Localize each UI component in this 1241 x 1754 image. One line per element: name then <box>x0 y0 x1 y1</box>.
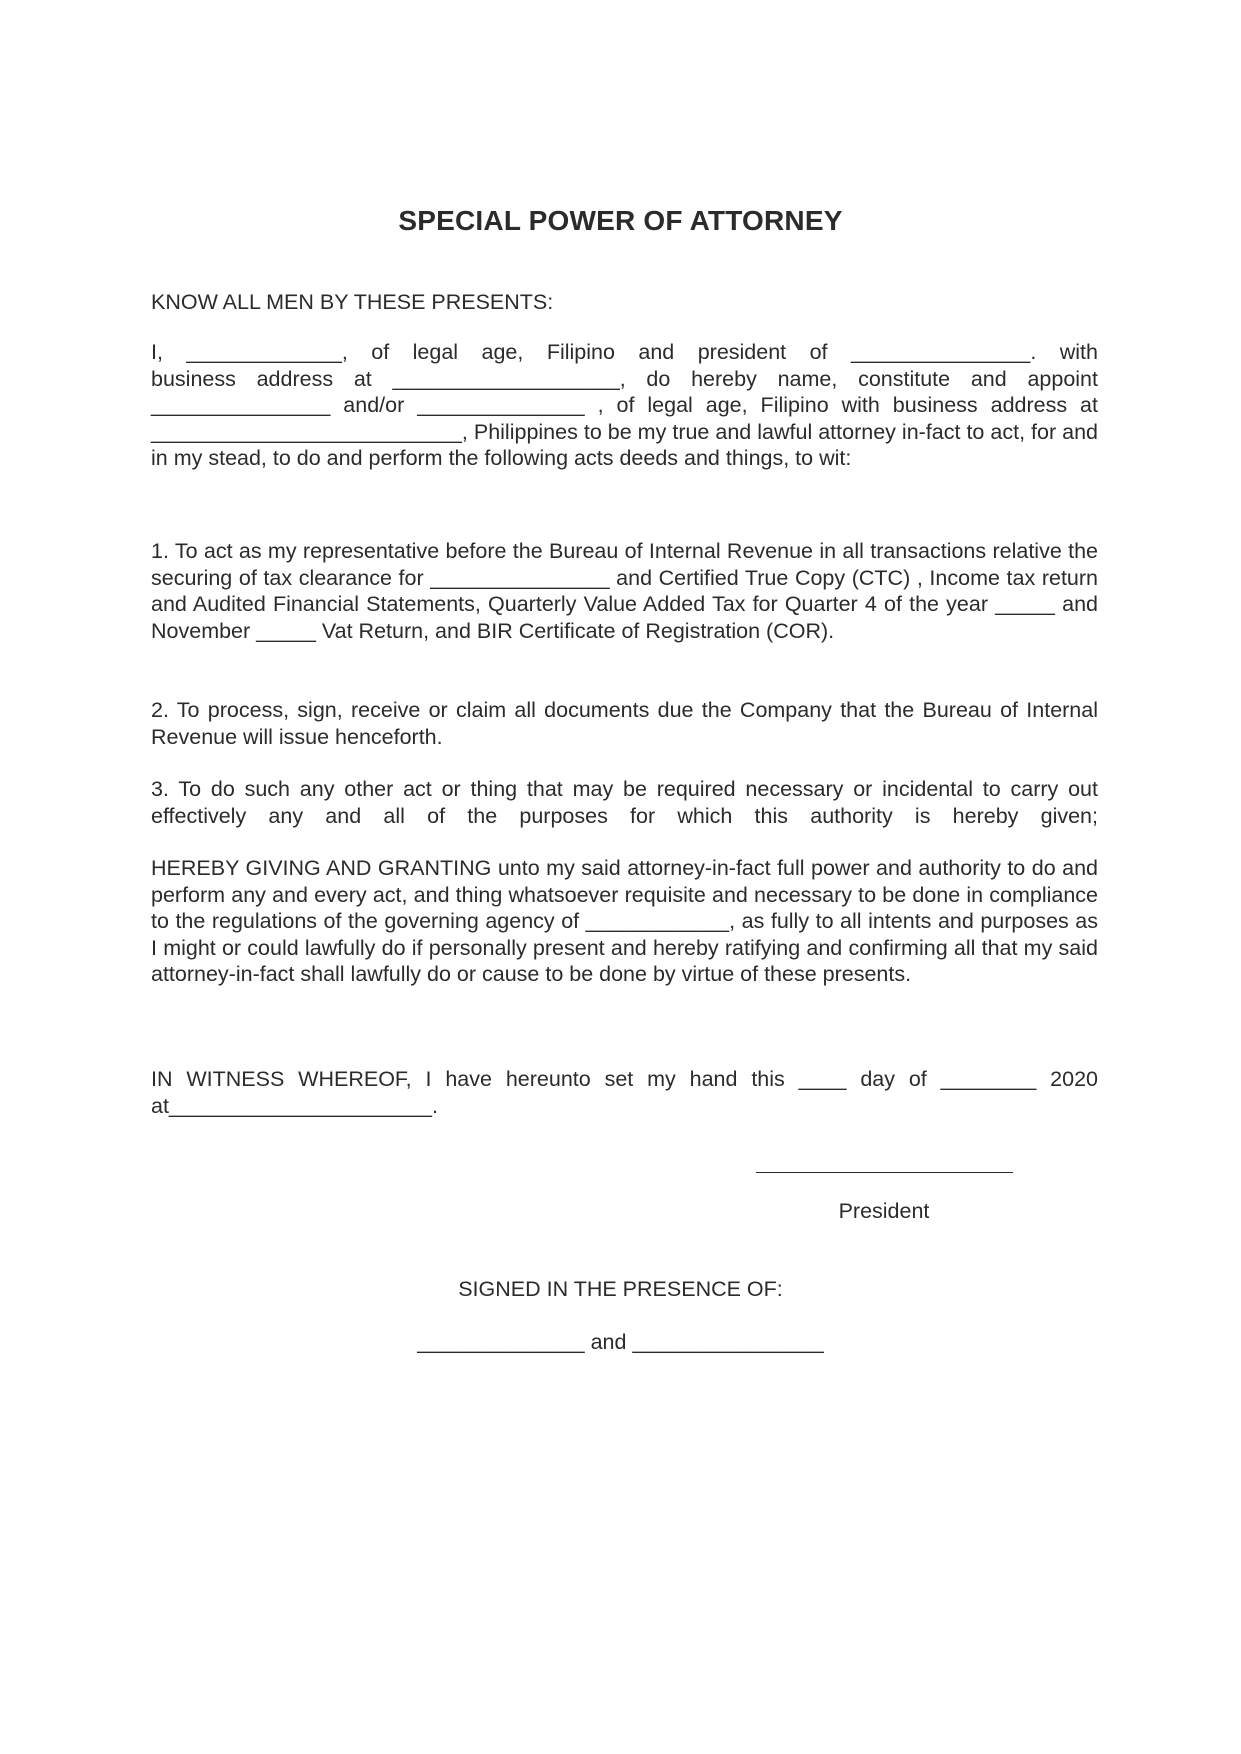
signature-line <box>754 1172 1014 1198</box>
witness-line-1: IN WITNESS WHEREOF, I have hereunto set my hand this ____ day of ________ 2020 <box>151 1067 1098 1091</box>
signatory-title: President <box>838 1199 930 1223</box>
witness-line-2: at______________________. <box>151 1093 438 1118</box>
item-2: 2. To process, sign, receive or claim all documents due the Company that the Bureau of Internal Revenue will issue henceforth. <box>151 698 1098 749</box>
document-title: SPECIAL POWER OF ATTORNEY <box>398 205 843 236</box>
appointment-rest: business address at ___________________, do hereby name, constitute and appoint _______________ and/or ______________ , of legal age, Filipino with business address at __________________________, Philippines to be my true and lawful attorney in-fact to act, for and in my stead, to do and perform the following acts deeds and things, to wit: <box>151 366 1098 470</box>
signed-presence-heading: SIGNED IN THE PRESENCE OF: <box>458 1277 783 1301</box>
witnesses-line: ______________ and ________________ <box>417 1330 824 1354</box>
granting-paragraph: HEREBY GIVING AND GRANTING unto my said attorney-in-fact full power and authority to do and perform any and every act, and thing whatsoever requisite and necessary to be done in compliance to the regulations of the governing agency of ____________, as fully to all intents and purposes as I might or could lawfully do if personally present and hereby ratifying and confirming all that my said attorney-in-fact shall lawfully do or cause to be done by virtue of these presents. <box>151 856 1098 986</box>
item-1: 1. To act as my representative before the Bureau of Internal Revenue in all transactions relative the securing of tax clearance for _______________ and Certified True Copy (CTC) , Income tax return and Audited Financial Statements, Quarterly Value Added Tax for Quarter 4 of the year _____ and November _____ Vat Return, and BIR Certificate of Registration (COR). <box>151 539 1098 643</box>
appointment-first-line: I, _____________, of legal age, Filipino and president of _______________. with <box>151 340 1098 364</box>
item-3: 3. To do such any other act or thing that may be required necessary or incidental to carry out effectively any and all of the purposes for which this authority is hereby given; <box>151 777 1098 828</box>
president-signature-block <box>754 1172 1014 1225</box>
intro-text: KNOW ALL MEN BY THESE PRESENTS: <box>151 290 554 314</box>
